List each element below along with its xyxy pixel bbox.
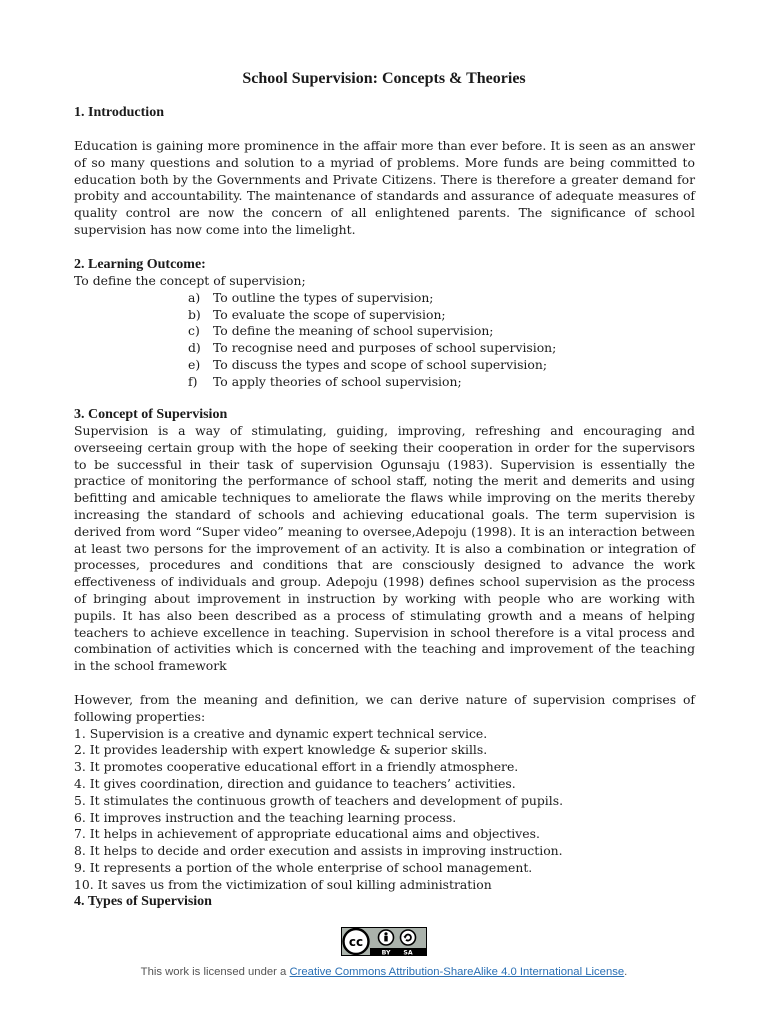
property-item: 1. Supervision is a creative and dynamic expert technical service. [74,725,488,741]
property-item: 2. It provides leadership with expert knowledge & superior skills. [74,742,488,758]
concept-heading: 3. Concept of Supervision [74,407,228,422]
property-item: 9. It represents a portion of the whole enterprise of school management. [74,859,533,875]
license-footer [0,966,768,978]
types-section [74,893,695,910]
property-item: 6. It improves instruction and the teaching learning process. [74,809,457,825]
learning-outcome-list [74,290,695,391]
introduction-heading: 1. Introduction [74,105,164,120]
properties-lead: However, from the meaning and definition, we can derive nature of supervision comprises of following properties: [74,691,695,724]
outcome-marker: c) [188,323,200,339]
outcome-item [188,307,695,324]
learning-outcome-heading: 2. Learning Outcome: [74,257,206,272]
outcome-marker: d) [188,340,201,356]
learning-outcome-lead: To define the concept of supervision; [74,273,306,288]
outcome-text: To apply theories of school supervision; [213,373,462,389]
outcome-item [188,290,695,307]
outcome-text: To define the meaning of school supervision; [213,323,494,339]
cc-by-sa-badge-icon[interactable] [341,927,427,956]
outcome-text: To recognise need and purposes of school supervision; [213,340,557,356]
outcome-item [188,323,695,340]
properties-list [74,726,695,894]
outcome-text: To discuss the types and scope of school supervision; [213,356,548,372]
property-item: 7. It helps in achievement of appropriate educational aims and objectives. [74,826,540,842]
outcome-text: To outline the types of supervision; [213,289,434,305]
introduction-section [74,104,695,239]
sa-label: SA [403,949,413,956]
concept-paragraph: Supervision is a way of stimulating, guiding, improving, refreshing and encouraging and overseeing certain group with the hope of seeking their cooperation in order for the supervisors to be successful in their task of supervision Ogunsaju (1983). Supervision is essentially the practice of monitoring the performance of school staff, noting the merit and demerits and using befitting and amicable techniques to ameliorate the flaws while improving on the merits thereby increasing the standard of schools and achieving educational goals. The term supervision is derived from word “Super video” meaning to oversee,Adepoju (1998). It is an interaction between at least two persons for the improvement of an activity. It is also a combination or integration of processes, procedures and conditions that are consciously designed to advance the work effectiveness of individuals and group. Adepoju (1998) defines school supervision as the process of bringing about improvement in instruction by working with people who are working with pupils. It has also been described as a process of stimulating growth and a means of helping teachers to achieve excellence in teaching. Supervision in school therefore is a vital process and combination of activities which is concerned with the teaching and improvement of the teaching in the school framework [74,423,695,674]
outcome-marker: f) [188,373,198,389]
by-label: BY [381,949,391,956]
property-item: 3. It promotes cooperative educational effort in a friendly atmosphere. [74,759,519,775]
license-suffix: . [624,966,628,978]
property-item: 10. It saves us from the victimization of soul killing administration [74,876,492,892]
property-item: 4. It gives coordination, direction and guidance to teachers’ activities. [74,775,516,791]
license-prefix: This work is licensed under a [140,966,290,978]
property-item: 5. It stimulates the continuous growth of teachers and development of pupils. [74,792,564,808]
introduction-paragraph: Education is gaining more prominence in the affair more than ever before. It is seen as an answer of so many questions and solution to a myriad of problems. More funds are being committed to education both by the Governments and Private Citizens. There is therefore a greater demand for probity and accountability. The maintenance of standards and assurance of adequate measures of quality control are now the concern of all enlightened parents. The significance of school supervision has now come into the limelight. [74,138,695,237]
property-item: 8. It helps to decide and order execution and assists in improving instruction. [74,843,563,859]
types-heading: 4. Types of Supervision [74,894,212,909]
outcome-item [188,357,695,374]
document-title: School Supervision: Concepts & Theories [242,70,526,87]
learning-outcome-section [74,256,695,391]
cc-label: cc [348,935,364,949]
outcome-marker: a) [188,289,201,305]
concept-section [74,406,695,894]
outcome-item [188,374,695,391]
outcome-item [188,340,695,357]
outcome-marker: b) [188,306,201,322]
outcome-text: To evaluate the scope of supervision; [213,306,446,322]
outcome-marker: e) [188,356,201,372]
license-link[interactable]: Creative Commons Attribution-ShareAlike 4.0 International License [289,966,625,978]
